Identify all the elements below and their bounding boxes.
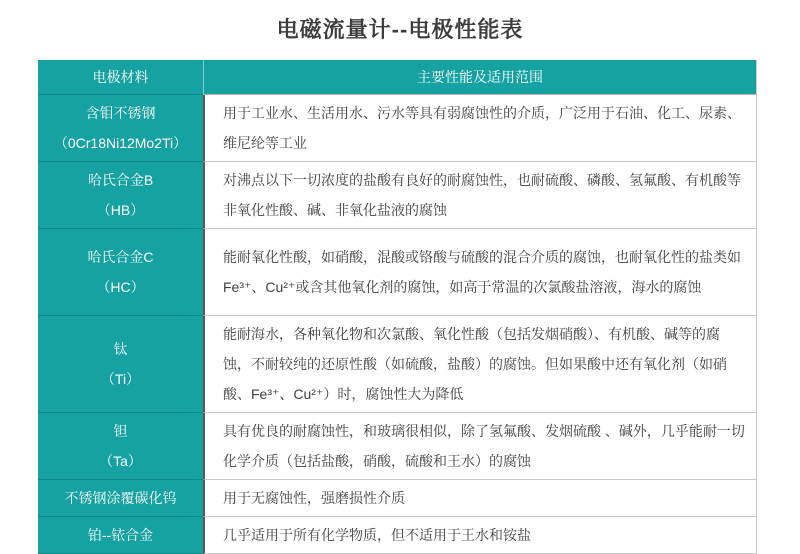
description-cell: 对沸点以下一切浓度的盐酸有良好的耐腐蚀性，也耐硫酸、磷酸、氢氟酸、有机酸等非氧化性酸、碱、非氧化盐液的腐蚀 (203, 162, 757, 229)
table-header-row (38, 60, 757, 95)
table-row (38, 229, 757, 316)
material-cell (38, 517, 203, 554)
description-cell: 用于工业水、生活用水、污水等具有弱腐蚀性的介质，广泛用于石油、化工、尿素、维尼纶等工业 (203, 95, 757, 162)
material-name: 含钼不锈钢 (85, 105, 156, 121)
header-performance: 主要性能及适用范围 (203, 60, 757, 95)
table-row (38, 316, 757, 413)
header-material: 电极材料 (38, 60, 203, 95)
table-row (38, 95, 757, 162)
description-cell: 用于无腐蚀性，强磨损性介质 (203, 480, 757, 517)
description-cell: 具有优良的耐腐蚀性，和玻璃很相似，除了氢氟酸、发烟硫酸 、碱外，几乎能耐一切化学介质（包括盐酸，硝酸，硫酸和王水）的腐蚀 (203, 413, 757, 480)
material-name: 铂--铱合金 (87, 527, 154, 543)
material-name: 哈氏合金B (87, 172, 154, 188)
material-name: 不锈钢涂覆碳化钨 (64, 490, 177, 506)
material-grade: （HB） (96, 202, 145, 218)
table-row (38, 480, 757, 517)
table-row (38, 162, 757, 229)
material-grade: （0Cr18Ni12Mo2Ti） (53, 135, 188, 151)
description-cell: 能耐氧化性酸，如硝酸，混酸或铬酸与硫酸的混合介质的腐蚀，也耐氧化性的盐类如Fe³⁺、Cu²⁺或含其他氧化剂的腐蚀，如高于常温的次氯酸盐溶液，海水的腐蚀 (203, 229, 757, 316)
description-cell: 能耐海水，各种氧化物和次氯酸、氧化性酸（包括发烟硝酸）、有机酸、碱等的腐蚀，不耐较纯的还原性酸（如硫酸，盐酸）的腐蚀。但如果酸中还有氧化剂（如硝酸、Fe³⁺、Cu²⁺）时，腐蚀性大为降低 (203, 316, 757, 413)
material-name: 哈氏合金C (87, 249, 154, 265)
material-cell (38, 95, 203, 162)
material-cell (38, 413, 203, 480)
table-row (38, 413, 757, 480)
page-title: 电磁流量计--电极性能表 (276, 17, 524, 42)
material-cell (38, 229, 203, 316)
material-grade: （HC） (96, 279, 145, 295)
electrode-performance-table (38, 60, 757, 554)
material-cell (38, 316, 203, 413)
material-name: 钛 (113, 341, 128, 357)
material-name: 钽 (113, 423, 128, 439)
material-grade: （Ta） (99, 453, 142, 469)
material-cell (38, 162, 203, 229)
description-cell: 几乎适用于所有化学物质，但不适用于王水和铵盐 (203, 517, 757, 554)
table-row (38, 517, 757, 554)
material-grade: （Ti） (100, 371, 141, 387)
material-cell (38, 480, 203, 517)
